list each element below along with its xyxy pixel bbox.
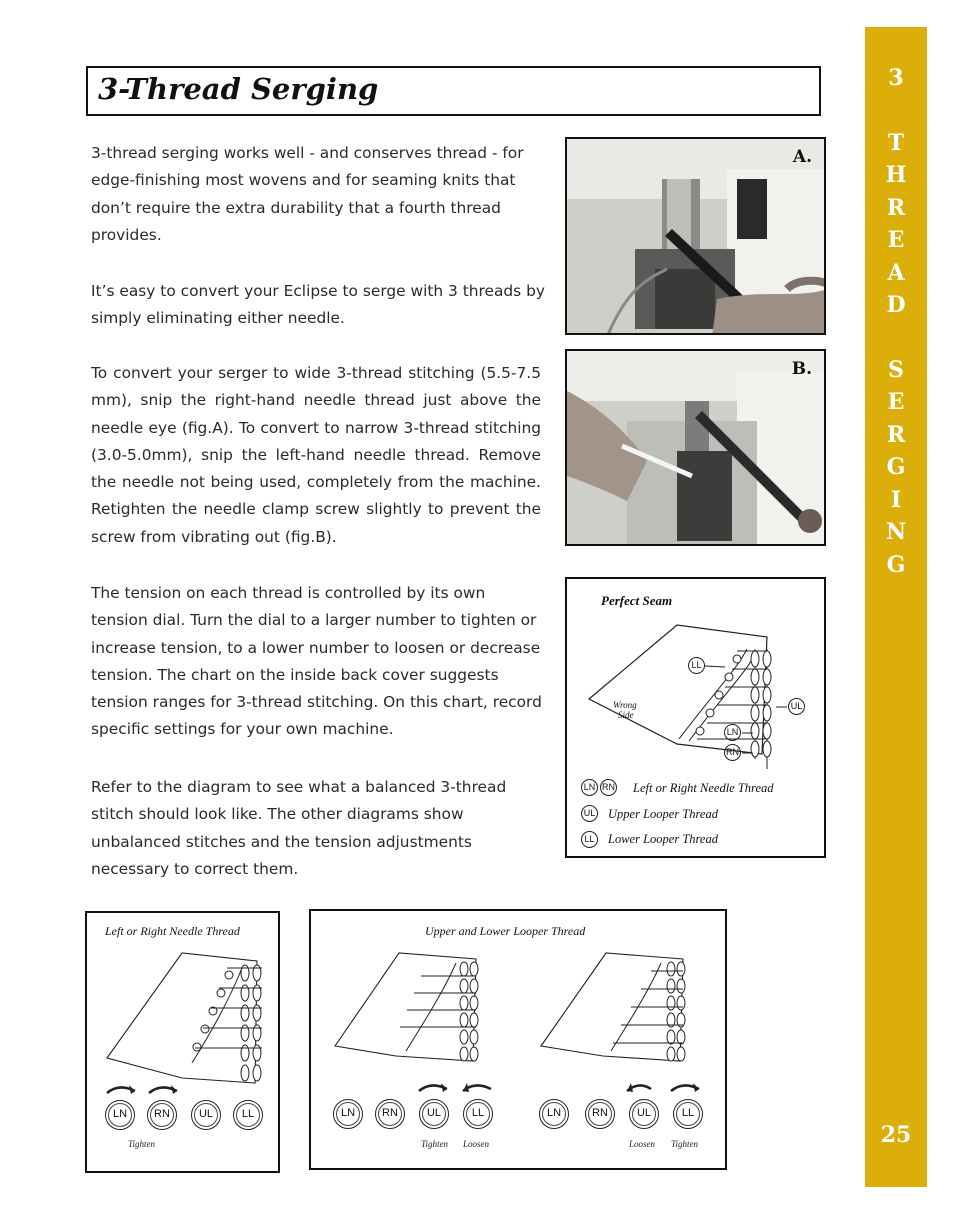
ul-dial: UL: [419, 1099, 449, 1129]
legend-lower-looper: Lower Looper Thread: [608, 832, 718, 846]
paragraph-tension: The tension on each thread is controlled by its own tension dial. Turn the dial to a larger number to tighten or increase tension, to a lower number to loosen or decrease tension. The chart on the inside back cover suggests tension ranges for 3-thread stitching. On this chart, record specific settings for your own machine.: [91, 584, 542, 739]
photo-b: [565, 349, 826, 546]
section-tab: [865, 27, 927, 1187]
section-letter: I: [890, 487, 902, 513]
ul-dial: UL: [191, 1100, 221, 1130]
unbalanced-needle-diagram: [87, 913, 278, 1171]
loosen-caption: Loosen: [463, 1139, 490, 1149]
serger-needle-photo: [567, 139, 826, 335]
unbalanced-looper-diagram: [311, 911, 725, 1168]
section-letter: G: [886, 454, 906, 480]
loosen-caption: Loosen: [629, 1139, 656, 1149]
ll-dial: LL: [463, 1099, 493, 1129]
ln-marker: LN: [724, 724, 741, 741]
tighten-caption: Tighten: [421, 1139, 449, 1149]
ll-dial: LL: [233, 1100, 263, 1130]
section-letter: N: [885, 519, 907, 545]
ln-dial: LN: [539, 1099, 569, 1129]
rn-dial: RN: [147, 1100, 177, 1130]
paragraph-intro: 3-thread serging works well - and conserves thread - for edge-finishing most wovens and for seaming knits that don’t require the extra durability that a fourth thread provides.: [91, 144, 524, 244]
looper-panel-title: Upper and Lower Looper Thread: [425, 924, 586, 938]
perfect-seam-panel: [565, 577, 826, 858]
section-letter: T: [887, 130, 905, 156]
ll-marker: LL: [688, 657, 705, 674]
section-letter: E: [887, 227, 905, 253]
ln-dial: LN: [105, 1100, 135, 1130]
paragraph-instructions: To convert your serger to wide 3-thread stitching (5.5-7.5 mm), snip the right-hand needle thread just above the needle eye (fig.A). To convert to narrow 3-thread stitching (3.0-5.0mm), snip the left-hand needle thread. Remove the needle not being used, completely from the machine. Retighten the needle clamp screw slightly to prevent the screw from vibrating out (fig.B).: [91, 364, 541, 546]
ul-marker: UL: [788, 698, 805, 715]
needle-clamp-photo: [567, 351, 826, 546]
section-letter: S: [888, 357, 904, 383]
photo-a: [565, 137, 826, 335]
needle-thread-panel: [85, 911, 280, 1173]
ul-dial: UL: [629, 1099, 659, 1129]
paragraph-diagram: Refer to the diagram to see what a balanced 3-thread stitch should look like. The other diagrams show unbalanced stitches and the tension adjustments necessary to correct them.: [91, 778, 507, 878]
section-letter: D: [886, 292, 906, 318]
perfect-seam-title: Perfect Seam: [601, 593, 673, 608]
rn-dial: RN: [375, 1099, 405, 1129]
wrong-side-label: Side: [618, 710, 634, 720]
ul-legend-icon: UL: [581, 805, 598, 822]
section-letter: A: [887, 260, 905, 286]
section-letter: 3: [888, 65, 904, 91]
section-letter: H: [885, 162, 907, 188]
ln-legend-icon: LN: [581, 779, 598, 796]
ll-dial: LL: [673, 1099, 703, 1129]
needle-panel-title: Left or Right Needle Thread: [105, 924, 240, 938]
figure-label-a: A.: [792, 147, 812, 167]
tighten-caption: Tighten: [128, 1139, 156, 1149]
rn-marker: RN: [724, 744, 741, 761]
figure-label-b: B.: [791, 359, 812, 379]
looper-thread-panel: [309, 909, 727, 1170]
legend-upper-looper: Upper Looper Thread: [608, 807, 718, 821]
legend-needle: Left or Right Needle Thread: [633, 781, 774, 795]
section-letter: E: [887, 389, 905, 415]
wrong-side-label: Wrong: [613, 700, 637, 710]
tighten-caption: Tighten: [671, 1139, 699, 1149]
section-letter: G: [886, 552, 906, 578]
rn-dial: RN: [585, 1099, 615, 1129]
section-letter: R: [886, 422, 906, 448]
section-letter: R: [886, 195, 906, 221]
ln-dial: LN: [333, 1099, 363, 1129]
ll-legend-icon: LL: [581, 831, 598, 848]
rn-legend-icon: RN: [600, 779, 617, 796]
paragraph-convert: It’s easy to convert your Eclipse to serge with 3 threads by simply eliminating either needle.: [91, 282, 545, 328]
page-title: 3-Thread Serging: [98, 72, 379, 106]
page-number: 25: [880, 1122, 912, 1148]
title-box: [86, 66, 821, 116]
